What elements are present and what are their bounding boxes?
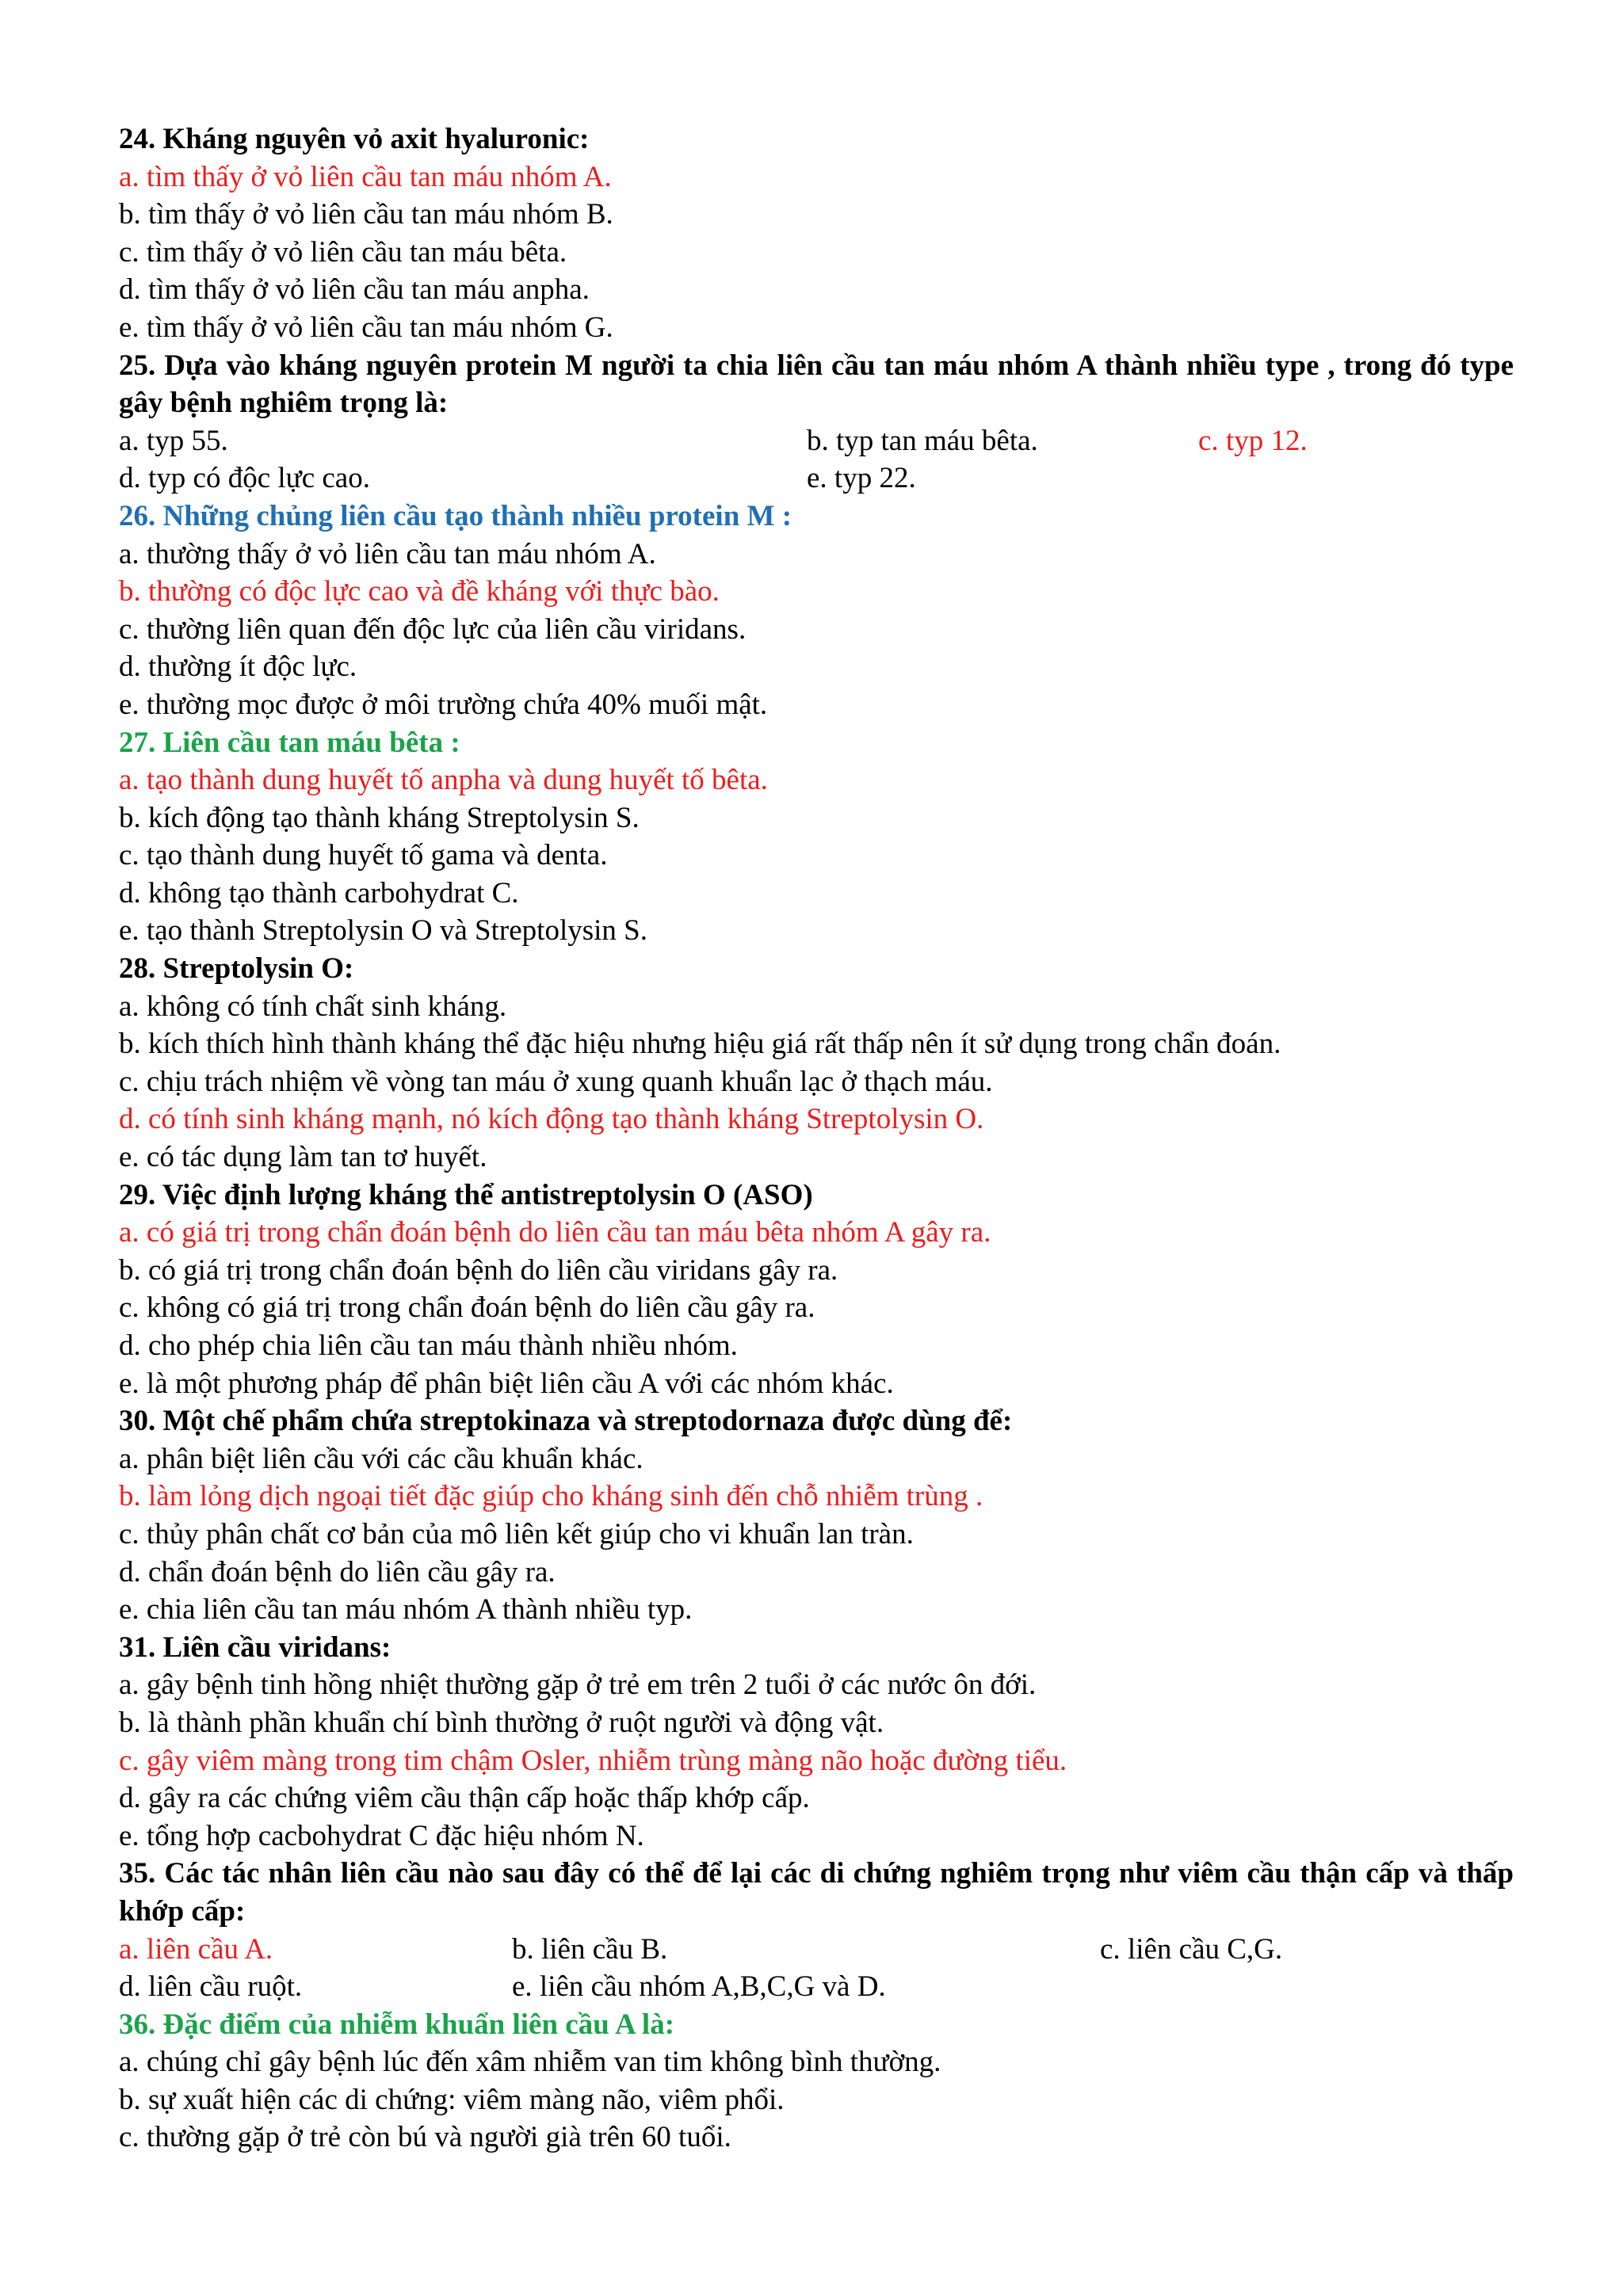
question-26-option-e: e. thường mọc được ở môi trường chứa 40% muối mật. (119, 688, 768, 721)
question-27-title: 27. Liên cầu tan máu bêta : (119, 726, 460, 759)
question-29-option-e: e. là một phương pháp để phân biệt liên cầu A với các nhóm khác. (119, 1367, 894, 1400)
question-35-options-row-1 (119, 1931, 1514, 1969)
question-24-title: 24. Kháng nguyên vỏ axit hyaluronic: (119, 123, 590, 155)
question-36-option-b: b. sự xuất hiện các di chứng: viêm màng não, viêm phổi. (119, 2083, 785, 2116)
question-30-option-d: d. chẩn đoán bệnh do liên cầu gây ra. (119, 1555, 556, 1589)
question-31-option-b: b. là thành phần khuẩn chí bình thường ở ruột người và động vật. (119, 1706, 884, 1739)
question-25-option-e: e. typ 22. (807, 462, 916, 495)
question-28-option-c: c. chịu trách nhiệm về vòng tan máu ở xung quanh khuẩn lạc ở thạch máu. (119, 1065, 993, 1098)
question-28-option-a: a. không có tính chất sinh kháng. (119, 990, 507, 1023)
question-25-option-b: b. typ tan máu bêta. (807, 424, 1038, 457)
question-26-option-a: a. thường thấy ở vỏ liên cầu tan máu nhóm A. (119, 537, 656, 570)
question-29-option-b: b. có giá trị trong chẩn đoán bệnh do liên cầu viridans gây ra. (119, 1253, 838, 1287)
question-28-option-e: e. có tác dụng làm tan tơ huyết. (119, 1141, 487, 1174)
question-35-option-d: d. liên cầu ruột. (119, 1970, 303, 2004)
question-28-title: 28. Streptolysin O: (119, 952, 354, 986)
question-27-option-a: a. tạo thành dung huyết tố anpha và dung huyết tố bêta. (119, 764, 768, 797)
question-28-option-d: d. có tính sinh kháng mạnh, nó kích động tạo thành kháng Streptolysin O. (119, 1103, 984, 1136)
question-36-option-c: c. thường gặp ở trẻ còn bú và người già trên 60 tuổi. (119, 2121, 731, 2154)
question-25-option-d: d. typ có độc lực cao. (119, 462, 370, 495)
question-26-option-b: b. thường có độc lực cao và đề kháng với thực bào. (119, 575, 720, 608)
question-26-title: 26. Những chủng liên cầu tạo thành nhiều protein M : (119, 499, 792, 532)
question-25-options-row-1 (119, 422, 1514, 460)
question-36-title: 36. Đặc điểm của nhiễm khuẩn liên cầu A là: (119, 2008, 675, 2041)
question-24-option-d: d. tìm thấy ở vỏ liên cầu tan máu anpha. (119, 273, 590, 307)
question-30-option-c: c. thủy phân chất cơ bản của mô liên kết giúp cho vi khuẩn lan tràn. (119, 1517, 914, 1550)
question-24-option-a: a. tìm thấy ở vỏ liên cầu tan máu nhóm A. (119, 160, 612, 193)
question-35-options-row-2 (119, 1968, 1514, 2006)
question-36-option-a: a. chúng chỉ gây bệnh lúc đến xâm nhiễm van tim không bình thường. (119, 2046, 941, 2079)
question-26-option-c: c. thường liên quan đến độc lực của liên cầu viridans. (119, 612, 747, 646)
question-29-option-a: a. có giá trị trong chẩn đoán bệnh do liên cầu tan máu bêta nhóm A gây ra. (119, 1216, 991, 1249)
question-24-option-e: e. tìm thấy ở vỏ liên cầu tan máu nhóm G. (119, 311, 613, 344)
question-35-option-a: a. liên cầu A. (119, 1932, 273, 1966)
question-25-options-row-2 (119, 460, 1514, 498)
question-27-option-c: c. tạo thành dung huyết tố gama và denta. (119, 839, 608, 872)
question-35-title: 35. Các tác nhân liên cầu nào sau đây có thể để lại các di chứng nghiêm trọng như viêm cầu thận cấp và thấp khớp cấp: (119, 1857, 1514, 1928)
question-24-option-b: b. tìm thấy ở vỏ liên cầu tan máu nhóm B. (119, 198, 613, 231)
question-document (119, 120, 1514, 2157)
question-31-option-d: d. gây ra các chứng viêm cầu thận cấp hoặc thấp khớp cấp. (119, 1782, 810, 1815)
question-25-option-c: c. typ 12. (1198, 424, 1308, 457)
question-28-option-b: b. kích thích hình thành kháng thể đặc hiệu nhưng hiệu giá rất thấp nên ít sử dụng trong chẩn đoán. (119, 1028, 1281, 1061)
question-31-option-a: a. gây bệnh tinh hồng nhiệt thường gặp ở trẻ em trên 2 tuổi ở các nước ôn đới. (119, 1669, 1037, 1702)
question-31-option-c: c. gây viêm màng trong tim chậm Osler, nhiễm trùng màng não hoặc đường tiểu. (119, 1744, 1067, 1777)
question-27-option-b: b. kích động tạo thành kháng Streptolysin S. (119, 801, 640, 834)
question-30-option-e: e. chia liên cầu tan máu nhóm A thành nhiều typ. (119, 1593, 693, 1627)
question-30-title: 30. Một chế phẩm chứa streptokinaza và streptodornaza được dùng để: (119, 1405, 1013, 1438)
question-26-option-d: d. thường ít độc lực. (119, 650, 357, 684)
question-27-option-e: e. tạo thành Streptolysin O và Streptolysin S. (119, 914, 647, 948)
question-31-option-e: e. tổng hợp cacbohydrat C đặc hiệu nhóm N. (119, 1819, 644, 1852)
question-29-title: 29. Việc định lượng kháng thể antistreptolysin O (ASO) (119, 1178, 813, 1211)
question-35-option-b: b. liên cầu B. (512, 1932, 668, 1966)
question-35-option-e: e. liên cầu nhóm A,B,C,G và D. (512, 1970, 886, 2004)
question-30-option-b: b. làm lỏng dịch ngoại tiết đặc giúp cho kháng sinh đến chỗ nhiễm trùng . (119, 1480, 983, 1513)
question-29-option-d: d. cho phép chia liên cầu tan máu thành nhiều nhóm. (119, 1329, 738, 1362)
question-25-title: 25. Dựa vào kháng nguyên protein M người ta chia liên cầu tan máu nhóm A thành nhiều type , trong đó type gây bệnh nghiêm trọng là: (119, 349, 1514, 420)
question-27-option-d: d. không tạo thành carbohydrat C. (119, 876, 519, 910)
question-35-option-c: c. liên cầu C,G. (1100, 1932, 1283, 1966)
question-25-option-a: a. typ 55. (119, 424, 228, 457)
question-24-option-c: c. tìm thấy ở vỏ liên cầu tan máu bêta. (119, 235, 567, 269)
question-30-option-a: a. phân biệt liên cầu với các cầu khuẩn khác. (119, 1442, 643, 1475)
question-31-title: 31. Liên cầu viridans: (119, 1630, 391, 1664)
question-29-option-c: c. không có giá trị trong chẩn đoán bệnh do liên cầu gây ra. (119, 1291, 815, 1325)
